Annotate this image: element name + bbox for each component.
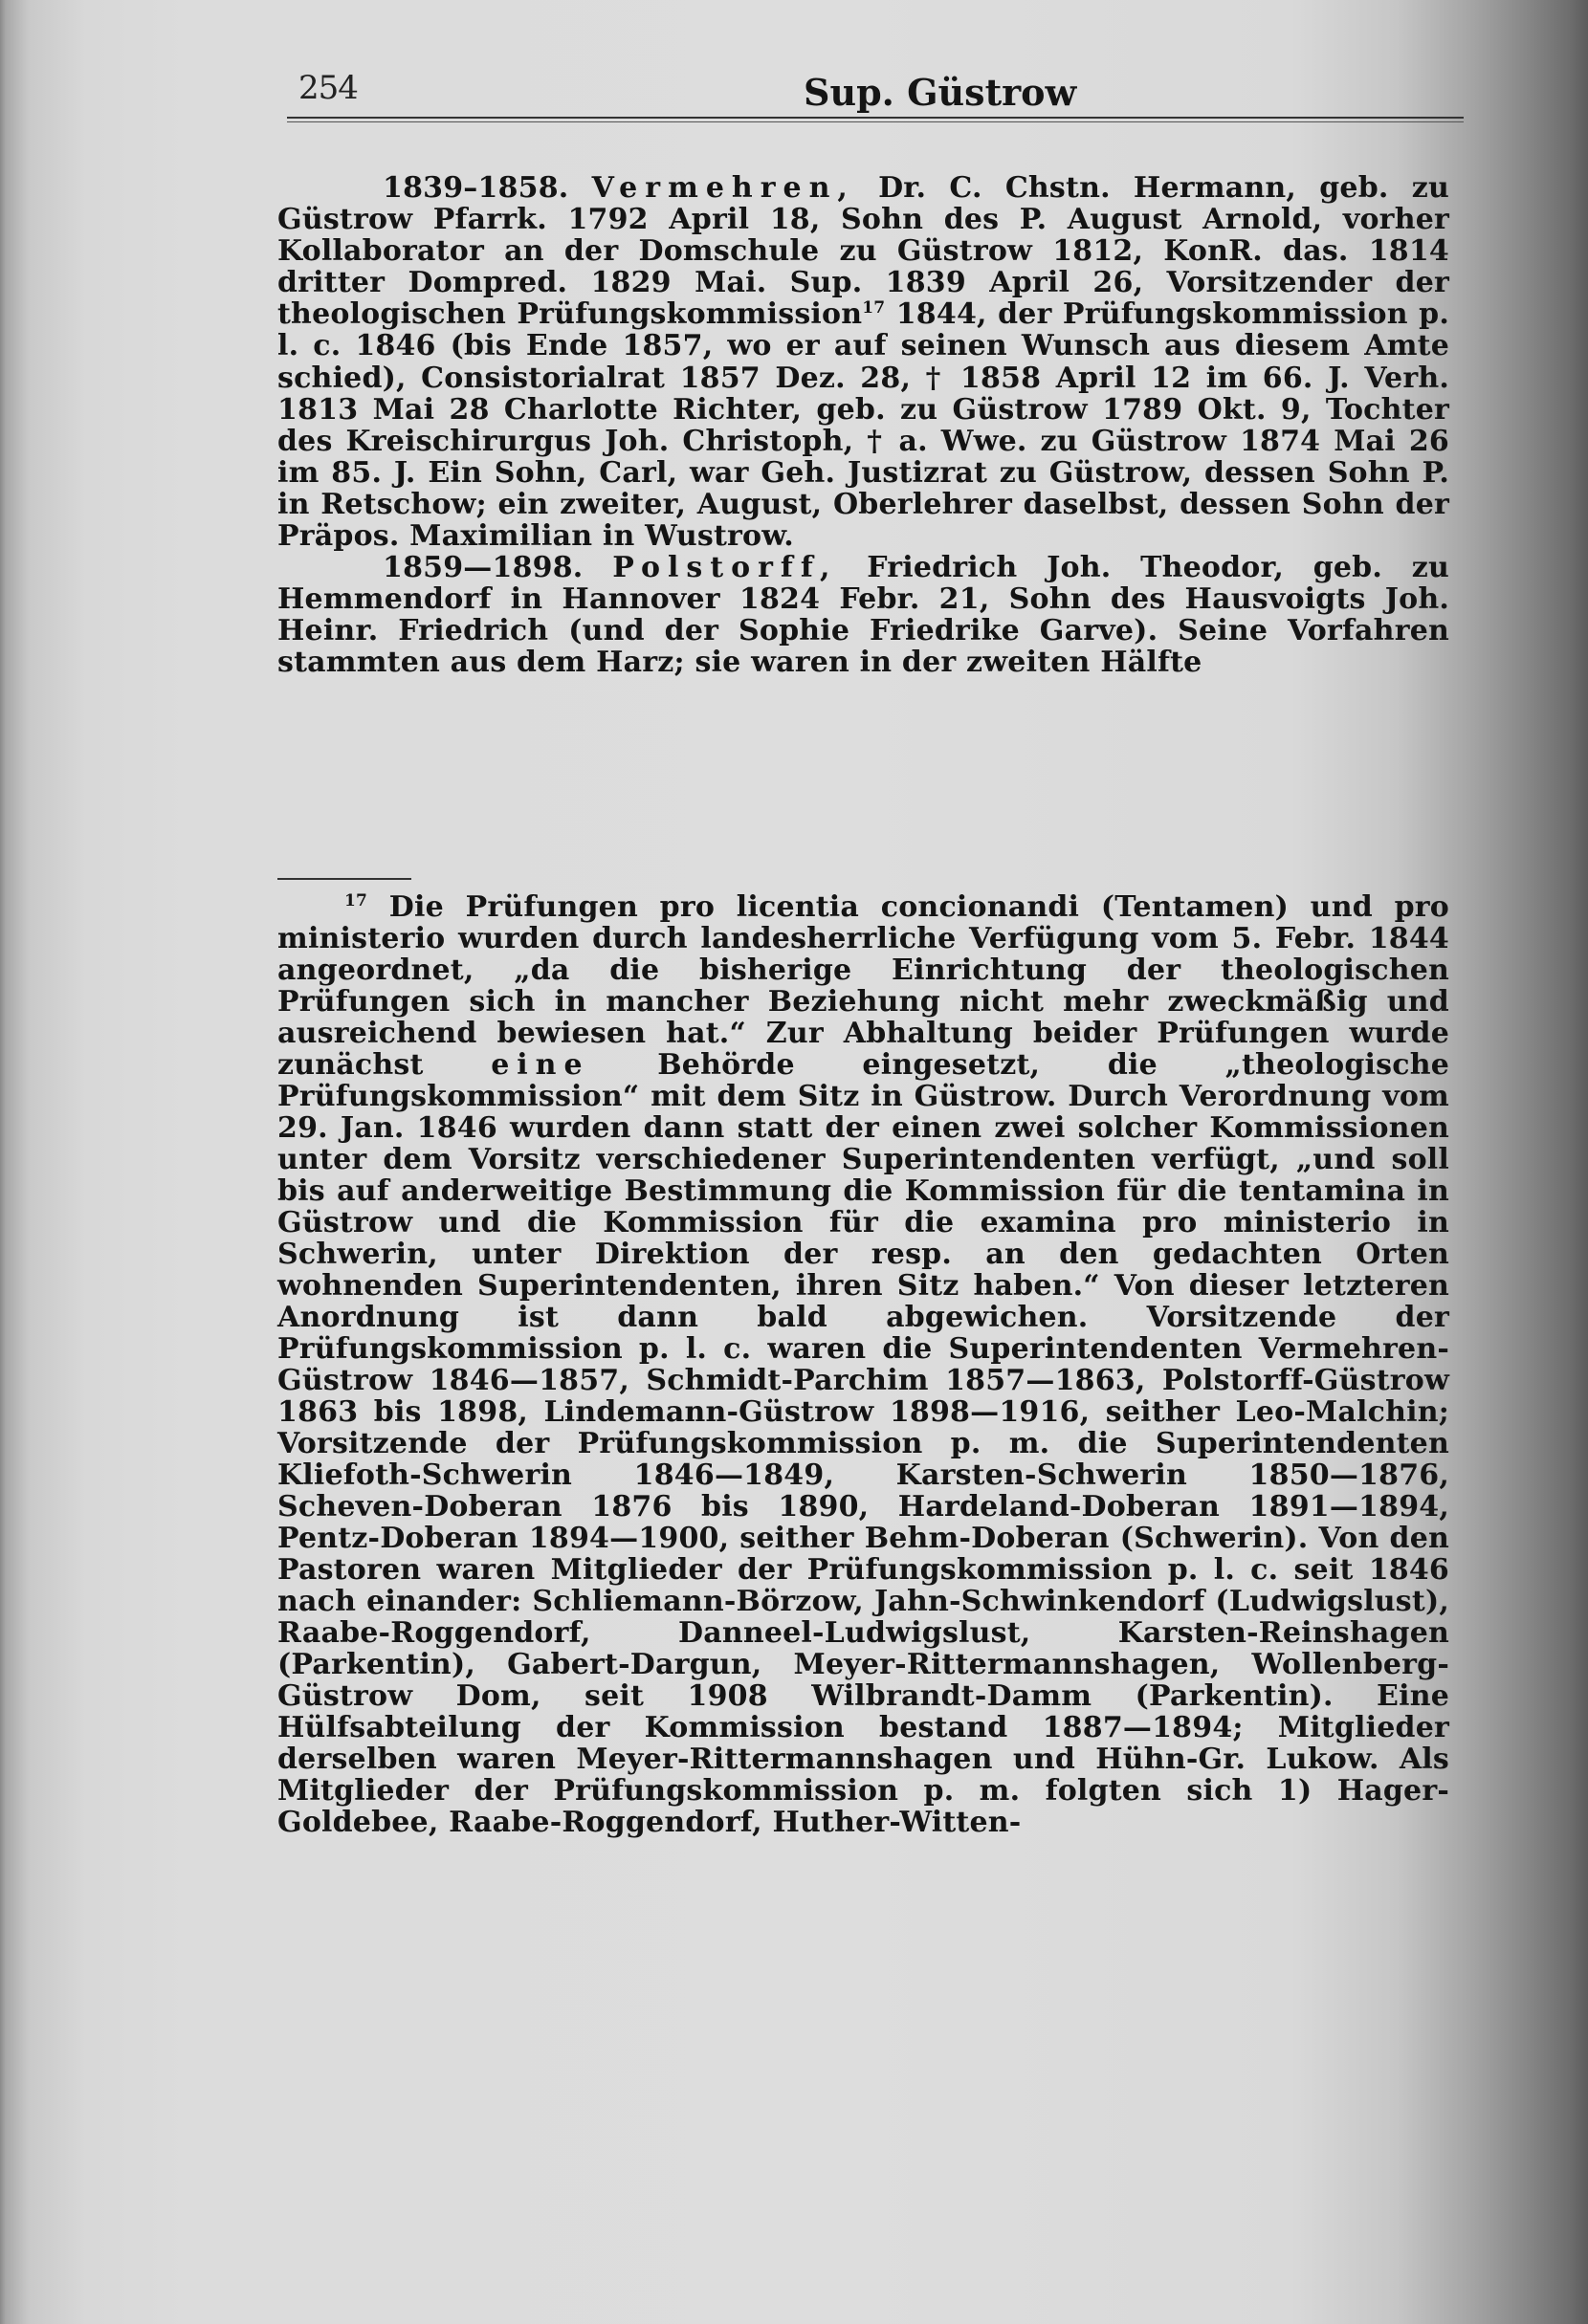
footnote-reference[interactable]: 17 bbox=[862, 298, 886, 318]
main-text bbox=[277, 172, 1449, 679]
entry-text-continued: 1844, der Prüfungskommission p. l. c. 1846 (bis Ende 1857, wo er auf seinen Wunsch aus diesem Amte schied), Consistorialrat 1857 Dez. 28, † 1858 April 12 im 66. J. Verh. 1813 Mai 28 Charlotte Richter, geb. zu Güstrow 1789 Okt. 9, Tochter des Kreischirurgus Joh. Christoph, † a. Wwe. zu Güstrow 1874 Mai 26 im 85. J. Ein Sohn, Carl, war Geh. Justizrat zu Güstrow, dessen Sohn P. in Retschow; ein zweiter, August, Oberlehrer daselbst, dessen Sohn der Präpos. Maximilian in Wustrow. bbox=[277, 297, 1449, 554]
entry-name: Vermehren, bbox=[591, 171, 855, 205]
footnote-separator bbox=[277, 878, 411, 880]
entry-years: 1839–1858. bbox=[383, 171, 569, 205]
header-rule bbox=[287, 117, 1464, 119]
entry-name: Polstorff, bbox=[612, 551, 838, 585]
footnote-part1: Die Prüfungen pro licentia concionandi (Tentamen) und pro ministerio wurden durch landesherrliche Verfügung vom 5. Febr. 1844 angeordnet, „da die bisherige Einrichtung der theologischen Prüfungen sich in mancher Beziehung nicht mehr zweckmäßig und ausreichend bewiesen hat.“ Zur Abhaltung beider Prüfungen wurde zunächst bbox=[277, 890, 1449, 1082]
page-number: 254 bbox=[298, 69, 358, 107]
footnote-emphasis: eine bbox=[491, 1048, 590, 1082]
footnote-number: 17 bbox=[344, 891, 368, 910]
running-title: Sup. Güstrow bbox=[804, 71, 1077, 114]
entry-polstorff bbox=[277, 552, 1449, 678]
header-rule-secondary bbox=[287, 121, 1464, 122]
entry-text: Friedrich Joh. Theodor, geb. zu Hemmendorf in Hannover 1824 Febr. 21, Sohn des Hausvoigts Joh. Heinr. Friedrich (und der Sophie Friedrike Garve). Seine Vorfahren stammten aus dem Harz; sie waren in der zweiten Hälfte bbox=[277, 551, 1449, 680]
entry-text: Dr. C. Chstn. Hermann, geb. zu Güstrow Pfarrk. 1792 April 18, Sohn des P. August Arnold, vorher Kollaborator an der Domschule zu Güstrow 1812, KonR. das. 1814 dritter Dompred. 1829 Mai. Sup. 1839 April 26, Vorsitzender der theologischen Prüfungskommission bbox=[277, 171, 1449, 332]
footnote-part2: Behörde eingesetzt, die „theologische Prüfungskommission“ mit dem Sitz in Güstrow. Durch Verordnung vom 29. Jan. 1846 wurden dann statt der einen zwei solcher Kommissionen unter dem Vorsitz verschiedener Superintendenten verfügt, „und soll bis auf anderweitige Bestimmung die Kommission für die tentamina in Güstrow und die Kommission für die examina pro ministerio in Schwerin, unter Direktion der resp. an den gedachten Orten wohnenden Superintendenten, ihren Sitz haben.“ Von dieser letzteren Anordnung ist dann bald abgewichen. Vorsitzende der Prüfungskommission p. l. c. waren die Superintendenten Vermehren-Güstrow 1846—1857, Schmidt-Parchim 1857—1863, Polstorff-Güstrow 1863 bis 1898, Lindemann-Güstrow 1898—1916, seither Leo-Malchin; Vorsitzende der Prüfungskommission p. m. die Superintendenten Kliefoth-Schwerin 1846—1849, Karsten-Schwerin 1850—1876, Scheven-Doberan 1876 bis 1890, Hardeland-Doberan 1891—1894, Pentz-Doberan 1894—1900, seither Behm-Doberan (Schwerin). Von den Pastoren waren Mitglieder der Prüfungskommission p. l. c. seit 1846 nach einander: Schliemann-Börzow, Jahn-Schwinkendorf (Ludwigslust), Raabe-Roggendorf, Danneel-Ludwigslust, Karsten-Reinshagen (Parkentin), Gabert-Dargun, Meyer-Rittermannshagen, Wollenberg-Güstrow Dom, seit 1908 Wilbrandt-Damm (Parkentin). Eine Hülfsabteilung der Kommission bestand 1887—1894; Mitglieder derselben waren Meyer-Rittermannshagen und Hühn-Gr. Lukow. Als Mitglieder der Prüfungskommission p. m. folgten sich 1) Hager-Goldebee, Raabe-Roggendorf, Huther-Witten- bbox=[277, 1048, 1449, 1839]
running-header bbox=[287, 59, 1483, 126]
entry-vermehren bbox=[277, 172, 1449, 552]
footnote-text bbox=[277, 891, 1449, 1838]
entry-years: 1859—1898. bbox=[383, 551, 584, 585]
footnote-17 bbox=[277, 891, 1449, 1838]
